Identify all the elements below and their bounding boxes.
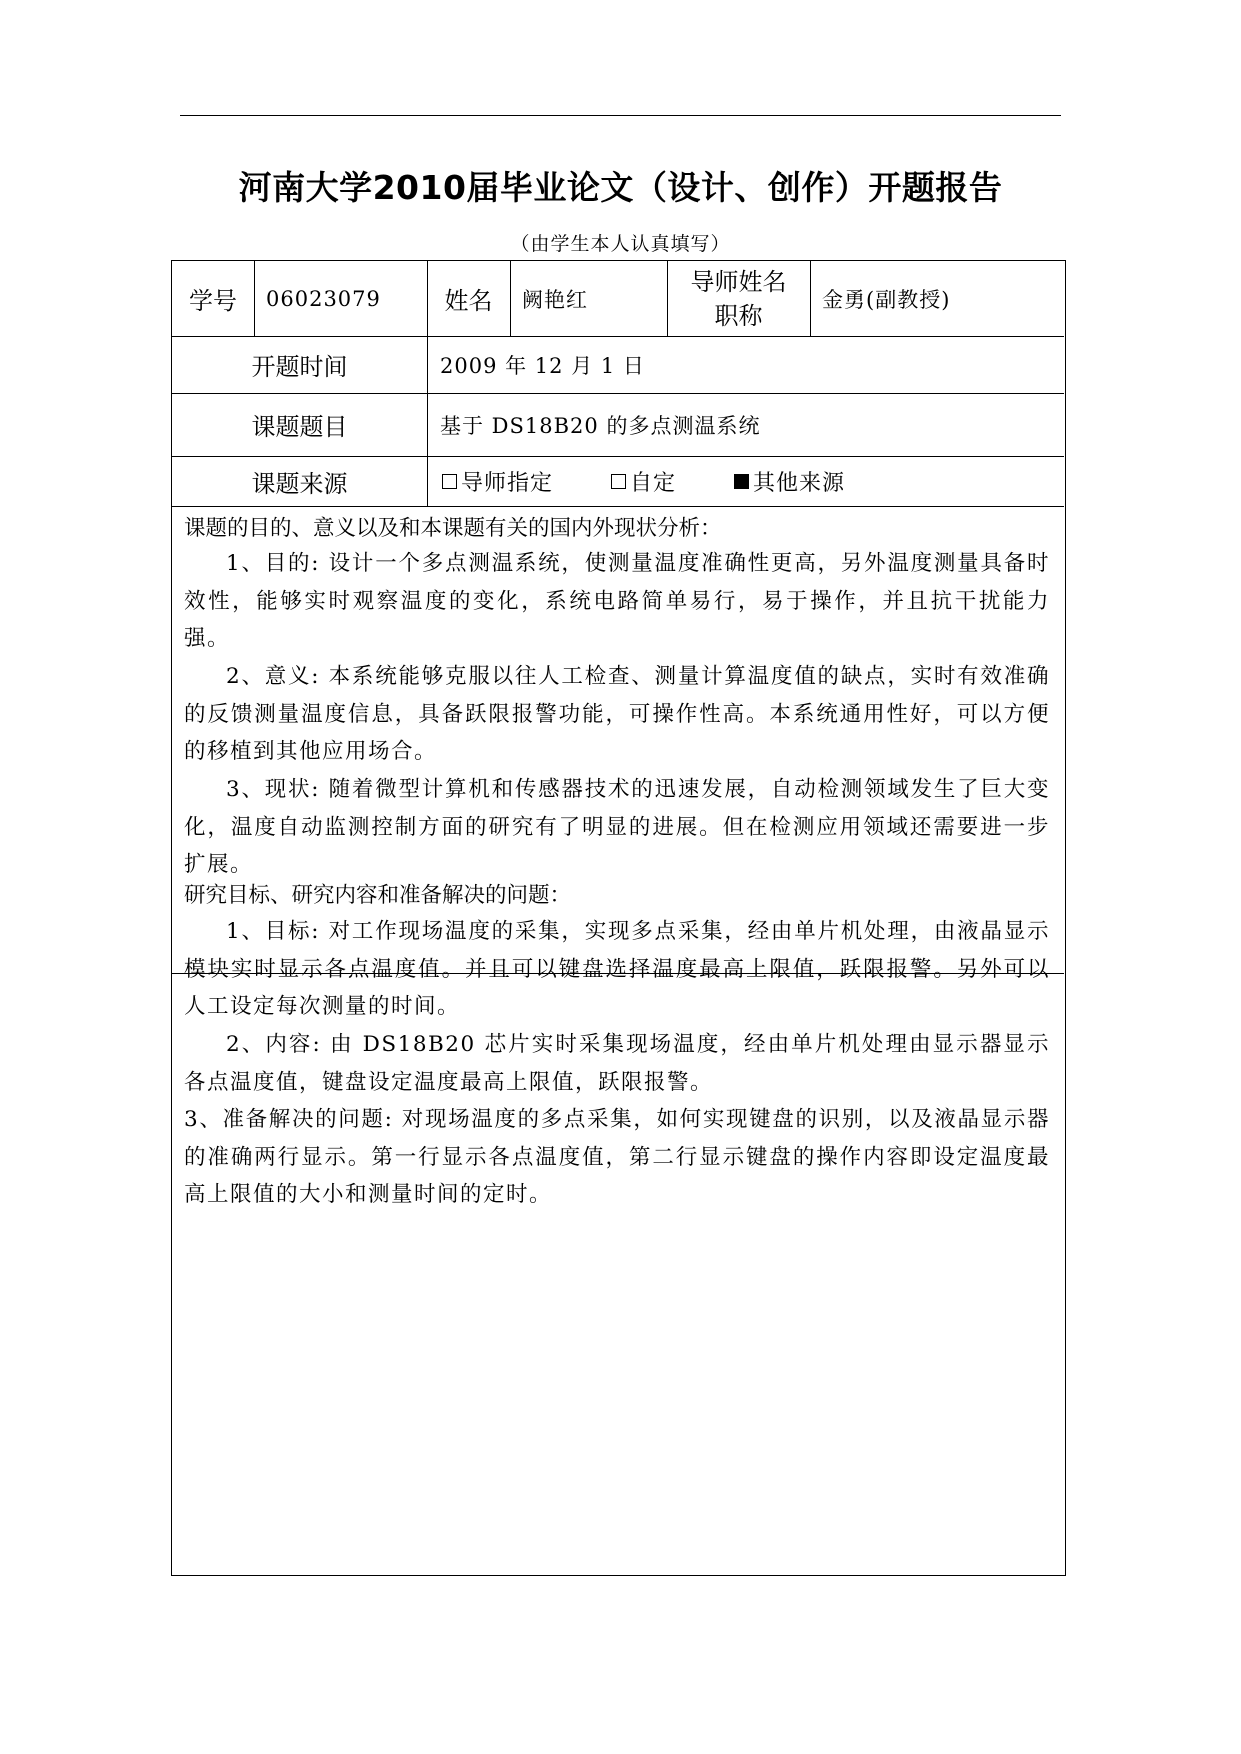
name-label: 姓名: [444, 287, 493, 315]
source-options: [442, 456, 1042, 506]
advisor-label-line2: 职称: [714, 301, 763, 330]
section2-para-2: 2、内容: 由 DS18B20 芯片实时采集现场温度，经由单片机处理由显示器显示各点温度值，键盘设定温度最高上限值，跃限报警。: [184, 1032, 1050, 1095]
name-value: 阙艳红: [522, 287, 588, 312]
col-divider: [254, 261, 255, 336]
topic-label: 课题题目: [251, 413, 348, 441]
source-option-self[interactable]: 自定: [611, 466, 676, 497]
date-value: 2009 年 12 月 1 日: [440, 353, 645, 378]
section1-para-1: 1、目的: 设计一个多点测温系统，使测量温度准确性更高，另外温度测量具备时效性，能够实时观察温度的变化，系统电路简单易行，易于操作，并且抗干扰能力强。: [184, 551, 1050, 651]
section1-para-2: 2、意义: 本系统能够克服以往人工检查、测量计算温度值的缺点，实时有效准确的反馈测量温度信息，具备跃限报警功能，可操作性高。本系统通用性好，可以方便的移植到其他应用场合。: [184, 664, 1050, 764]
document-title: 河南大学2010届毕业论文（设计、创作）开题报告: [238, 168, 1003, 207]
document-subtitle: （由学生本人认真填写）: [510, 233, 731, 255]
advisor-label: [667, 261, 810, 336]
source-label: 课题来源: [251, 469, 348, 498]
col-divider: [810, 261, 811, 336]
advisor-label-line1: 导师姓名: [690, 267, 787, 296]
checkbox-checked-icon[interactable]: [734, 474, 749, 489]
section1-heading: 课题的目的、意义以及和本课题有关的国内外现状分析：: [184, 516, 722, 541]
date-label: 开题时间: [251, 353, 348, 381]
section2-para-3: 3、准备解决的问题: 对现场温度的多点采集，如何实现键盘的识别，以及液晶显示器的准确两行显示。第一行显示各点温度值，第二行显示键盘的操作内容即设定温度最高上限值的大小和测量时间的定时。: [184, 1107, 1050, 1207]
source-option-advisor[interactable]: 导师指定: [442, 466, 553, 497]
col-divider: [510, 261, 511, 336]
checkbox-icon[interactable]: [611, 474, 626, 489]
section1-para-3: 3、现状: 随着微型计算机和传感器技术的迅速发展，自动检测领域发生了巨大变化，温度自动监测控制方面的研究有了明显的进展。但在检测应用领域还需要进一步扩展。: [184, 777, 1050, 877]
topic-value: 基于 DS18B20 的多点测温系统: [440, 413, 761, 438]
source-option-other[interactable]: 其他来源: [734, 466, 845, 497]
section2-heading: 研究目标、研究内容和准备解决的问题：: [184, 883, 572, 908]
row-divider: [172, 506, 1064, 507]
section2-para-1: 1、目标: 对工作现场温度的采集，实现多点采集，经由单片机处理，由液晶显示模块实时显示各点温度值。并且可以键盘选择温度最高上限值，跃限报警。另外可以人工设定每次测量的时间。: [184, 919, 1050, 1019]
header-rule: [180, 115, 1061, 116]
student-id-label: 学号: [189, 287, 237, 315]
checkbox-icon[interactable]: [442, 474, 457, 489]
proposal-form: [171, 260, 1066, 1576]
student-id-value: 06023079: [266, 286, 381, 311]
advisor-value: 金勇(副教授): [822, 287, 951, 312]
